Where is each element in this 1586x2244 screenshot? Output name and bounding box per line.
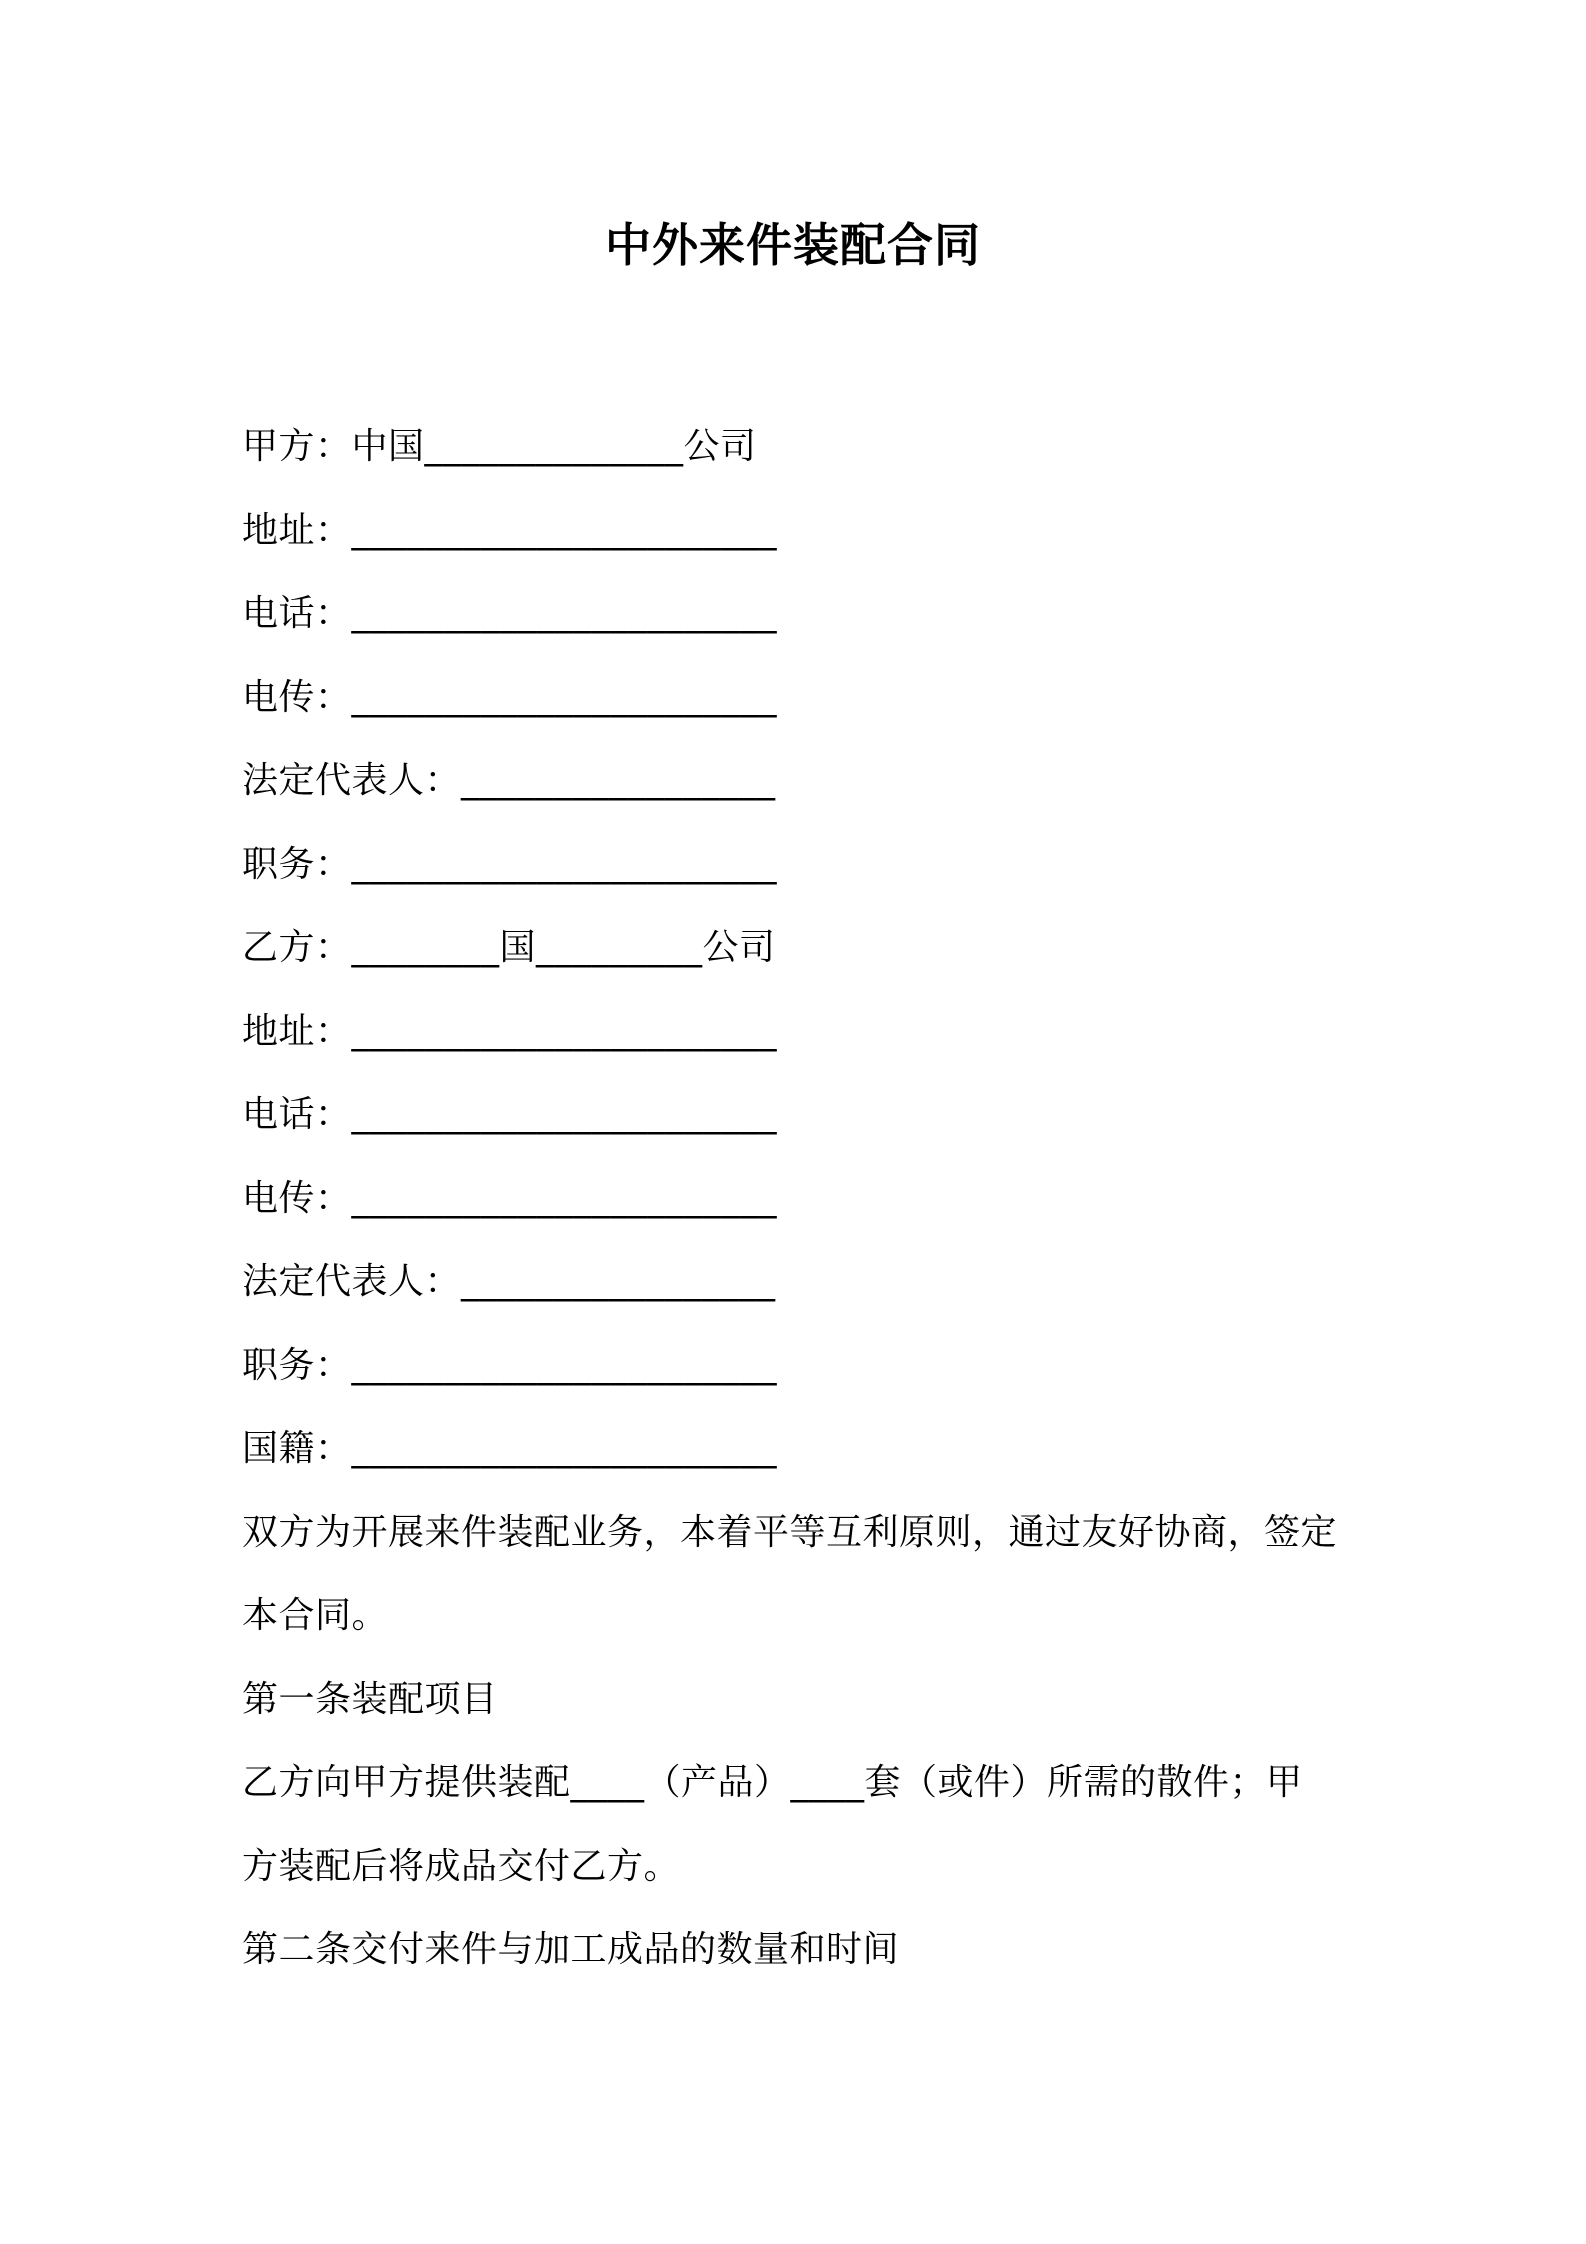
party-a-position-line: 职务：_______________________ [242, 843, 778, 885]
article-1-heading: 第一条装配项目 [242, 1678, 498, 1720]
party-b-fax-line: 电传：_______________________ [242, 1177, 778, 1219]
preamble-line-1: 双方为开展来件装配业务，本着平等互利原则，通过友好协商，签定 [242, 1511, 1338, 1553]
party-a-address-line: 地址：_______________________ [242, 509, 778, 551]
party-b-position-line: 职务：_______________________ [242, 1344, 778, 1386]
party-b-phone-line: 电话：_______________________ [242, 1094, 778, 1135]
article-1-text-line-2: 方装配后将成品交付乙方。 [242, 1845, 681, 1887]
article-1-text-line-1: 乙方向甲方提供装配____（产品）____套（或件）所需的散件；甲 [242, 1762, 1303, 1803]
party-a-legal-rep-line: 法定代表人：_________________ [242, 760, 776, 801]
party-a-fax-line: 电传：_______________________ [242, 676, 778, 718]
preamble-line-2: 本合同。 [242, 1595, 389, 1636]
party-a-phone-line: 电话：_______________________ [242, 593, 778, 634]
party-b-legal-rep-line: 法定代表人：_________________ [242, 1261, 776, 1302]
party-b-address-line: 地址：_______________________ [242, 1010, 778, 1052]
document-body [242, 405, 1362, 1992]
party-b-nationality-line: 国籍：_______________________ [242, 1428, 778, 1469]
document-title: 中外来件装配合同 [605, 218, 981, 272]
article-2-heading: 第二条交付来件与加工成品的数量和时间 [242, 1929, 900, 1970]
party-b-line: 乙方：________国_________公司 [242, 927, 776, 968]
party-a-line: 甲方：中国______________公司 [242, 426, 757, 467]
